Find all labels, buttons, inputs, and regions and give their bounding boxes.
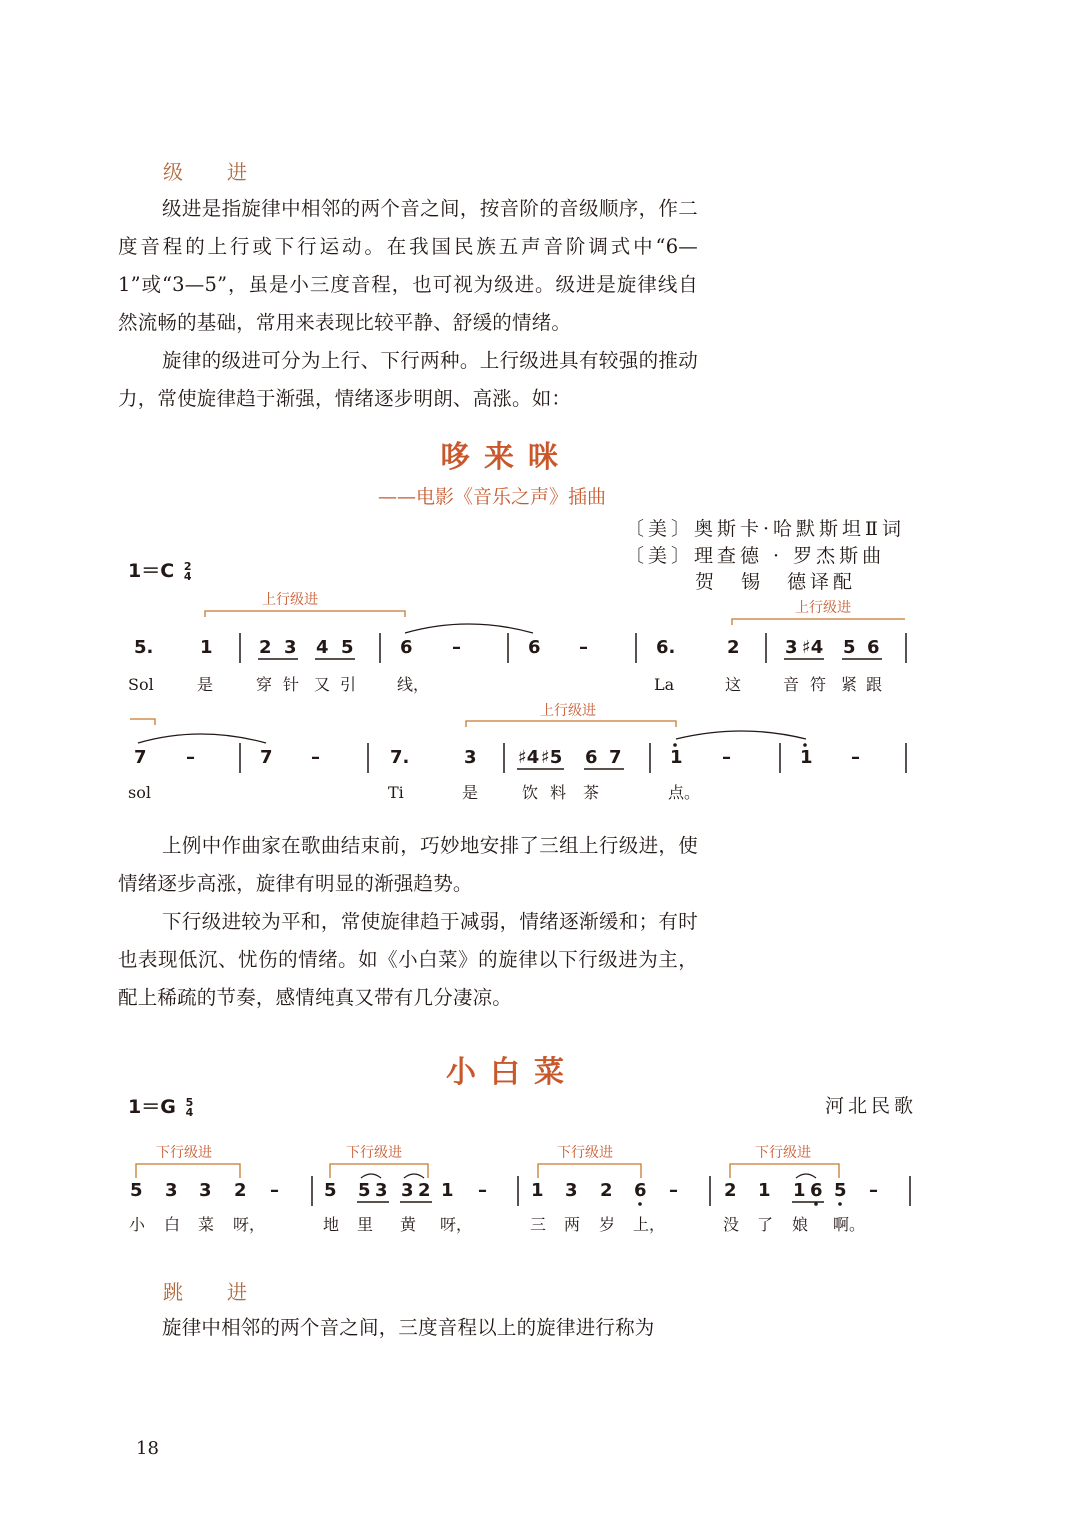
- song-subtitle: ——电影《音乐之声》插曲: [378, 486, 607, 508]
- score-row-1: [134, 624, 906, 663]
- slur: [361, 1174, 381, 1178]
- lyric: Ti: [388, 783, 404, 802]
- paragraph-leaps: 旋律中相邻的两个音之间，三度音程以上的旋律进行称为: [162, 1316, 655, 1339]
- tie: [138, 734, 266, 743]
- credit-composer: 〔美〕理查德 · 罗杰斯曲: [625, 545, 886, 567]
- lyric: 针: [283, 675, 300, 694]
- lyrics-row-2: [128, 783, 700, 802]
- lyric: 白: [164, 1215, 181, 1234]
- ascending-bracket: [732, 619, 905, 625]
- paragraph-descending: 下行级进较为平和，常使旋律趋于减弱，情绪逐渐缓和；有时也表现低沉、忧伤的情绪。如《小白菜》的旋律以下行级进为主，配上稀疏的节奏，感情纯真又带有几分凄凉。: [118, 910, 698, 1009]
- lyric: 三: [530, 1215, 547, 1234]
- tie: [676, 731, 806, 739]
- score-little-cabbage: [0, 1130, 1080, 1240]
- note: 1: [200, 637, 213, 658]
- note: 3: [785, 637, 798, 658]
- song-origin: 河北民歌: [825, 1095, 918, 1117]
- note: 3: [165, 1180, 178, 1201]
- lyric: 呀，: [233, 1215, 266, 1234]
- time-signature: 5 4: [185, 1096, 194, 1119]
- lyric: 紧: [841, 675, 858, 694]
- note: 1: [800, 747, 813, 768]
- note: 6: [867, 637, 880, 658]
- lyric: 是: [462, 783, 479, 802]
- score-row: [130, 1174, 910, 1206]
- lyric: 岁: [599, 1215, 616, 1234]
- credit-lyricist: 〔美〕奥斯卡·哈默斯坦Ⅱ词: [625, 518, 905, 540]
- score-row-2: [134, 731, 906, 773]
- annotation-label: 下行级进: [156, 1145, 212, 1161]
- lyric: sol: [128, 783, 151, 802]
- note: 2: [600, 1180, 613, 1201]
- paragraph-stepwise-definition: 级进是指旋律中相邻的两个音之间，按音阶的音级顺序，作二度音程的上行或下行运动。在我国民族五声音阶调式中“6—1”或“3—5”，虽是小三度音程，也可视为级进。级进是旋律线自然流畅的基础，常用来表现比较平静、舒缓的情绪。: [118, 197, 698, 334]
- lyric: 饮: [522, 783, 539, 802]
- note: 5: [324, 1180, 337, 1201]
- ascending-bracket: [130, 719, 155, 725]
- section-heading-stepwise: 级 进: [163, 160, 259, 184]
- lyric: 两: [564, 1215, 581, 1234]
- note: 2: [234, 1180, 247, 1201]
- note: 6: [634, 1180, 647, 1201]
- note: 7: [609, 747, 622, 768]
- note: 1: [531, 1180, 544, 1201]
- note: 5: [130, 1180, 143, 1201]
- annotation-label: 上行级进: [795, 600, 851, 616]
- note: 5.: [134, 637, 154, 658]
- annotation-label: 上行级进: [262, 592, 318, 608]
- note: ♯4: [802, 637, 824, 658]
- annotation-label: 下行级进: [755, 1145, 811, 1161]
- lyric: Sol: [128, 675, 154, 694]
- lyric: 里: [357, 1215, 374, 1234]
- note: –: [669, 1180, 678, 1201]
- note: 6.: [656, 637, 676, 658]
- lyric: 小: [129, 1215, 146, 1234]
- note: 5: [843, 637, 856, 658]
- lyric: La: [654, 675, 675, 694]
- lyric: 引: [340, 675, 357, 694]
- note: 2: [259, 637, 272, 658]
- note: 1: [793, 1180, 806, 1201]
- note: –: [270, 1180, 279, 1201]
- note: 6: [585, 747, 598, 768]
- note: 7: [134, 747, 147, 768]
- note: –: [579, 637, 588, 658]
- descending-bracket: [730, 1164, 839, 1178]
- lyric: 料: [550, 783, 567, 802]
- lyric: 地: [323, 1215, 340, 1234]
- lyric: 没: [723, 1215, 740, 1234]
- key-signature-g: 1＝G 5 4: [128, 1096, 194, 1119]
- lyric: 线，: [397, 675, 430, 694]
- lyric: 符: [810, 675, 827, 694]
- lyric: 上，: [633, 1215, 666, 1234]
- note: 3: [401, 1180, 414, 1201]
- note: –: [186, 747, 195, 768]
- octave-dot: [838, 1202, 842, 1206]
- lyrics-row-1: [128, 675, 882, 694]
- ascending-bracket: [205, 611, 405, 617]
- note: 5: [834, 1180, 847, 1201]
- lyric: 这: [725, 675, 742, 694]
- tie: [405, 624, 533, 633]
- lyric: 了: [757, 1215, 774, 1234]
- lyric: 娘: [792, 1215, 809, 1234]
- note: 3: [565, 1180, 578, 1201]
- score-do-re-mi: [0, 585, 1080, 815]
- note: ♯5: [541, 747, 563, 768]
- slur: [404, 1174, 424, 1178]
- note: 3: [464, 747, 477, 768]
- paragraph-analysis: 上例中作曲家在歌曲结束前，巧妙地安排了三组上行级进，使情绪逐步高涨，旋律有明显的渐强趋势。: [118, 834, 698, 895]
- note: 2: [727, 637, 740, 658]
- lyric: 茶: [583, 783, 600, 802]
- octave-dot: [638, 1202, 642, 1206]
- lyric: 黄: [400, 1215, 417, 1234]
- lyric: 音: [783, 675, 800, 694]
- note: 6: [528, 637, 541, 658]
- descending-bracket: [136, 1164, 240, 1178]
- lyrics-row: [129, 1215, 865, 1234]
- descending-bracket: [538, 1164, 641, 1178]
- note: 1: [670, 747, 683, 768]
- note: 7.: [390, 747, 410, 768]
- note: 1: [758, 1180, 771, 1201]
- note: 3: [284, 637, 297, 658]
- note: ♯4: [518, 747, 540, 768]
- page-number: 18: [136, 1438, 159, 1459]
- annotation-label: 下行级进: [557, 1145, 613, 1161]
- annotation-label: 上行级进: [540, 703, 596, 719]
- note: –: [452, 637, 461, 658]
- note: 5: [341, 637, 354, 658]
- time-signature: 2 4: [183, 560, 192, 583]
- lyric: 菜: [198, 1215, 215, 1234]
- note: 7: [260, 747, 273, 768]
- note: 2: [724, 1180, 737, 1201]
- note: –: [478, 1180, 487, 1201]
- note: –: [722, 747, 731, 768]
- note: 6: [400, 637, 413, 658]
- lyric: 穿: [256, 675, 273, 694]
- slur: [796, 1174, 816, 1178]
- song-title-little-cabbage: 小白菜: [446, 1055, 578, 1090]
- note: 1: [441, 1180, 454, 1201]
- note: –: [851, 747, 860, 768]
- lyric: 啊。: [833, 1215, 866, 1234]
- annotation-label: 下行级进: [346, 1145, 402, 1161]
- note: 3: [375, 1180, 388, 1201]
- credit-translator: 贺 锡 德译配: [695, 571, 857, 593]
- lyric: 又: [314, 675, 331, 694]
- lyric: 是: [197, 675, 214, 694]
- note: 6: [810, 1180, 823, 1201]
- lyric: 呀，: [440, 1215, 473, 1234]
- song-title-do-re-mi: 哆来咪: [440, 440, 572, 475]
- note: 3: [199, 1180, 212, 1201]
- ascending-bracket: [466, 721, 676, 727]
- note: 2: [418, 1180, 431, 1201]
- note: –: [869, 1180, 878, 1201]
- key-signature-c: 1＝C 2 4: [128, 560, 192, 583]
- lyric: 点。: [668, 783, 701, 802]
- note: 5: [358, 1180, 371, 1201]
- paragraph-stepwise-types: 旋律的级进可分为上行、下行两种。上行级进具有较强的推动力，常使旋律趋于渐强，情绪逐步明朗、高涨。如：: [118, 349, 698, 410]
- note: –: [311, 747, 320, 768]
- note: 4: [316, 637, 329, 658]
- lyric: 跟: [866, 675, 883, 694]
- section-heading-leaps: 跳 进: [163, 1280, 259, 1304]
